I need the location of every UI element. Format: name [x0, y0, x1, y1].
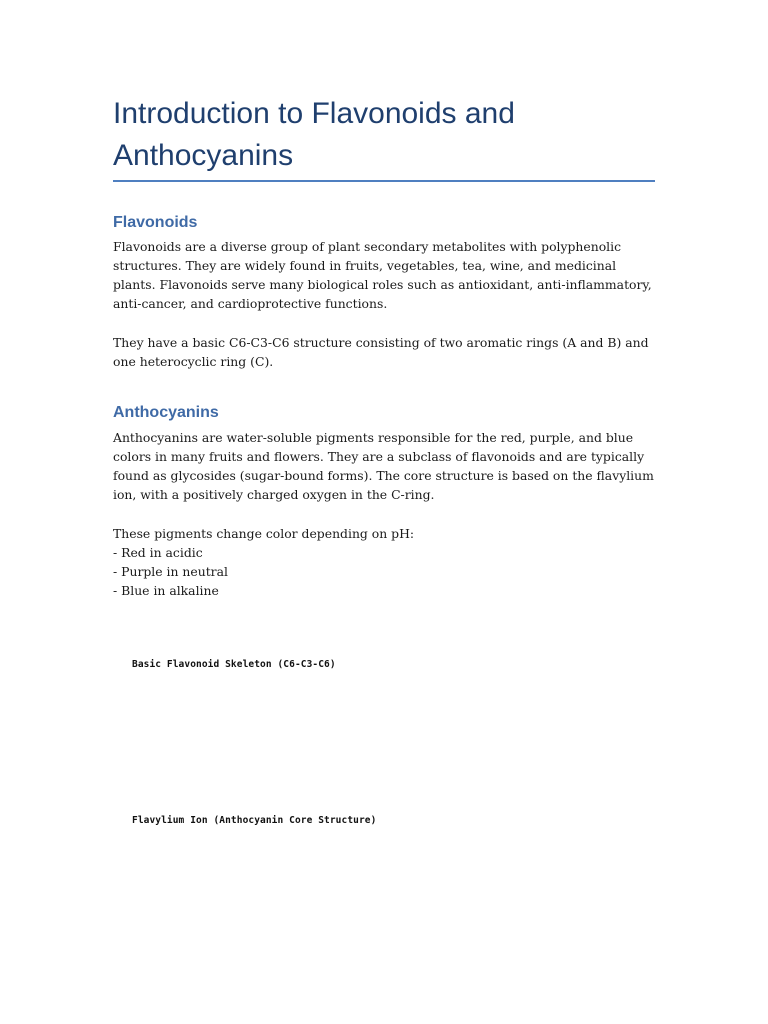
list-item: - Purple in neutral: [113, 564, 228, 579]
document-title: Introduction to Flavonoids and Anthocyanins: [113, 97, 515, 172]
section-heading-flavonoids: Flavonoids: [113, 214, 198, 231]
list-item: - Blue in alkaline: [113, 583, 219, 598]
anthocyanins-paragraph-1: Anthocyanins are water-soluble pigments responsible for the red, purple, and blue colors in many fruits and flowers. They are a subclass of flavonoids and are typically found as glycosides (sugar-bound forms). The core structure is based on the flavylium ion, with a positively charged oxygen in the C-ring.: [113, 430, 654, 502]
figure-caption-flavonoid-skeleton: Basic Flavonoid Skeleton (C6-C3-C6): [132, 659, 336, 670]
figure-caption-flavylium-ion: Flavylium Ion (Anthocyanin Core Structure): [132, 815, 377, 826]
ph-color-list: [113, 543, 228, 600]
flavonoids-paragraph-1: Flavonoids are a diverse group of plant secondary metabolites with polyphenolic structures. They are widely found in fruits, vegetables, tea, wine, and medicinal plants. Flavonoids serve many biological roles such as antioxidant, anti-inflammatory, anti-cancer, and cardioprotective functions.: [113, 239, 652, 311]
title-divider: [113, 180, 655, 182]
section-heading-anthocyanins: Anthocyanins: [113, 404, 219, 421]
list-item: - Red in acidic: [113, 545, 203, 560]
ph-intro-paragraph: These pigments change color depending on pH:: [113, 526, 415, 541]
flavonoids-paragraph-2: They have a basic C6-C3-C6 structure consisting of two aromatic rings (A and B) and one heterocyclic ring (C).: [113, 335, 649, 369]
